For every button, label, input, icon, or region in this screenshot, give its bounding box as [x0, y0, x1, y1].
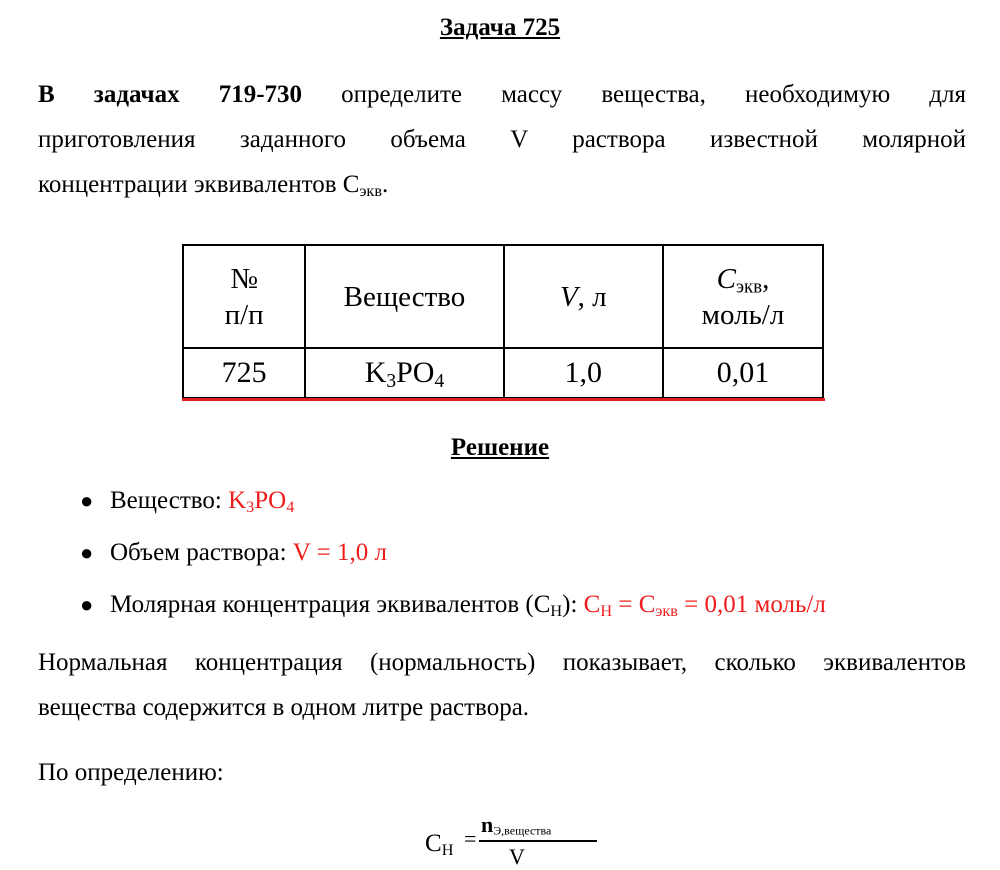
cell-substance: [305, 348, 503, 398]
formula-fraction-bar: [479, 840, 597, 842]
bullet-icon: ●: [80, 488, 94, 513]
item-value-a: K: [228, 487, 247, 514]
item-value-sub2: 4: [286, 498, 295, 517]
intro-line3-end: .: [382, 171, 389, 198]
item-value: [228, 487, 295, 517]
item-label-b: ):: [562, 591, 584, 618]
explanation-line-2: вещества содержится в одном литре раствора.: [38, 694, 530, 721]
item-label-a: Молярная концентрация эквивалентов (С: [110, 591, 551, 618]
cell-substance-b: PO: [396, 356, 435, 389]
cell-substance-a: K: [364, 356, 387, 389]
cell-num: 725: [183, 348, 305, 398]
bullet-icon: ●: [80, 592, 94, 617]
intro-lead: В задачах 719-730: [38, 81, 303, 108]
formula-equals: =: [464, 826, 477, 851]
intro-line3-text: концентрации эквивалентов С: [38, 171, 360, 198]
intro-line-3: [38, 162, 966, 207]
explanation-line-1: Нормальная концентрация (нормальность) показывает, сколько эквивалентов: [38, 649, 966, 676]
task-description: [38, 72, 966, 207]
solution-title: Решение: [450, 434, 550, 461]
formula-denominator: V: [509, 844, 525, 869]
formula-num-sub: Э,вещества: [493, 823, 552, 838]
header-volume: [504, 245, 663, 348]
cell-substance-sub2: 4: [434, 370, 445, 392]
item-value-sub1: 3: [246, 498, 255, 517]
item-val-c: = 0,01 моль/л: [677, 591, 826, 618]
intro-line3-sub: экв: [359, 182, 382, 201]
table-row: [183, 348, 823, 398]
header-num: [183, 245, 305, 348]
intro-line1-rest: определите массу вещества, необходимую для: [302, 81, 966, 108]
item-label: Вещество:: [110, 487, 229, 514]
list-item: [38, 527, 826, 579]
table-red-underline: [182, 398, 825, 401]
formula-lhs-letter: С: [425, 830, 442, 857]
cell-concentration: 0,01: [663, 348, 823, 398]
header-conc-comma: ,: [762, 262, 770, 295]
definition-intro: По определению:: [38, 759, 224, 786]
list-item: [38, 475, 826, 527]
cell-volume: 1,0: [504, 348, 663, 398]
intro-line-1: [38, 72, 966, 117]
item-val-a: С: [583, 591, 601, 618]
task-table: [182, 244, 824, 399]
item-val-sub1: Н: [600, 602, 613, 621]
item-label: Объем раствора:: [110, 539, 293, 566]
list-item: [38, 579, 826, 631]
formula-lhs: [425, 830, 453, 858]
task-title: Задача 725: [439, 14, 561, 41]
intro-line-2: приготовления заданного объема V раствора известной молярной: [38, 126, 966, 153]
table-header-row: [183, 245, 823, 348]
header-num-line1: №: [230, 262, 258, 295]
header-volume-unit: , л: [577, 280, 607, 313]
explanation-paragraph: [38, 640, 966, 730]
formula-lhs-sub: Н: [441, 841, 454, 860]
item-label-sub: Н: [550, 602, 563, 621]
item-val-sub2: экв: [655, 602, 678, 621]
item-value: V = 1,0 л: [292, 539, 387, 566]
bullet-icon: ●: [80, 540, 94, 565]
item-value-b: PO: [254, 487, 287, 514]
item-val-b: = С: [612, 591, 656, 618]
item-value: [583, 591, 826, 621]
given-list: [38, 475, 826, 631]
formula-num-letter: n: [481, 812, 494, 837]
header-num-line2: п/п: [224, 298, 264, 331]
header-substance: Вещество: [305, 245, 503, 348]
header-concentration: [663, 245, 823, 348]
header-volume-var: V: [559, 280, 578, 313]
header-conc-var: C: [716, 262, 736, 295]
formula-numerator: [481, 812, 551, 838]
cell-substance-sub1: 3: [386, 370, 397, 392]
header-conc-unit: моль/л: [701, 298, 785, 331]
header-conc-sub: экв: [735, 276, 763, 298]
